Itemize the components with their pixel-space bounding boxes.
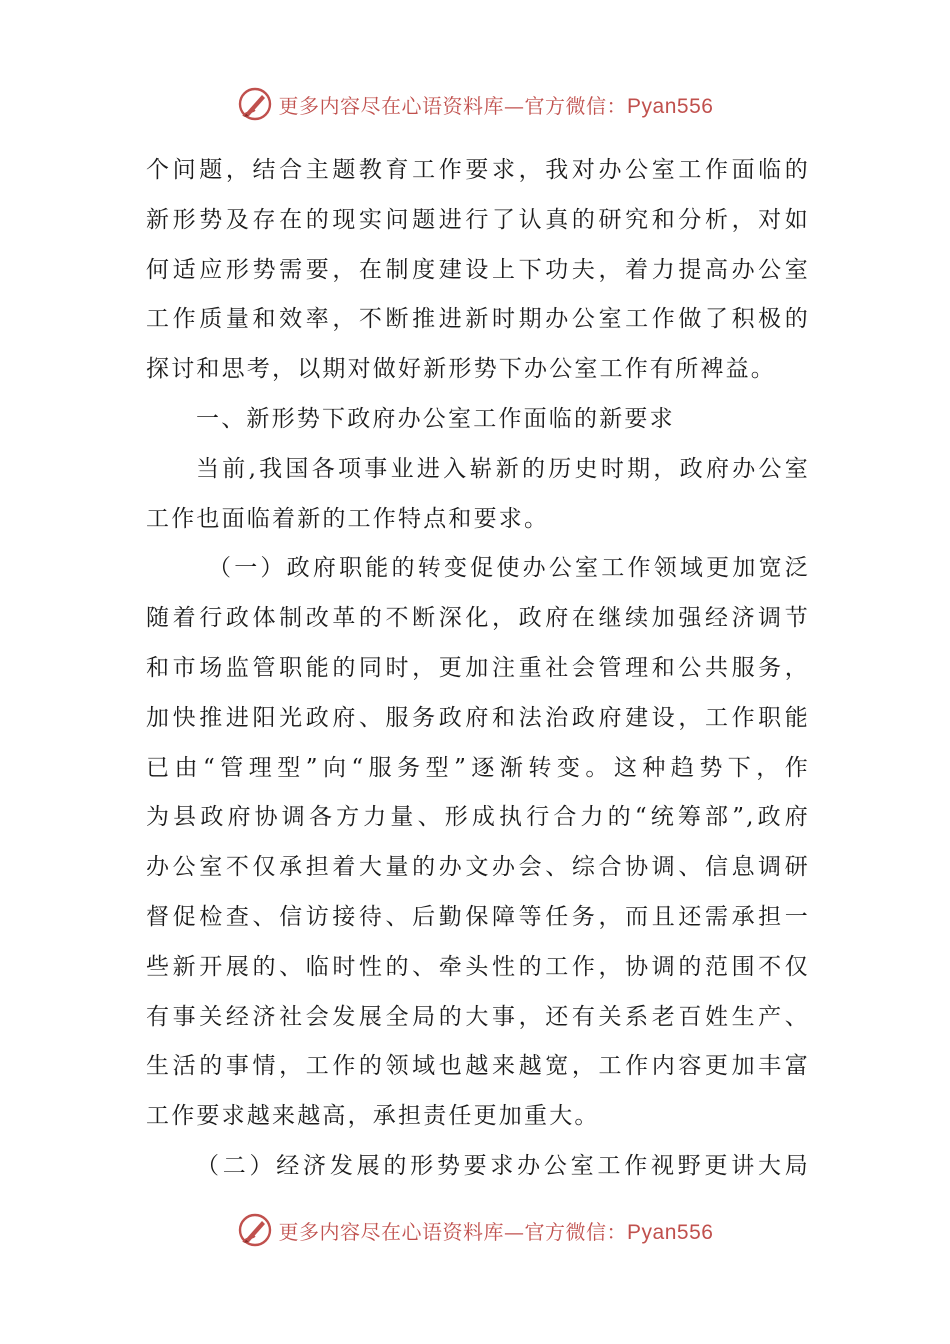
text-line: 督促检查、信访接待、后勤保障等任务，而且还需承担一 bbox=[146, 903, 810, 930]
watermark-text: 更多内容尽在心语资料库—官方微信：Pyan556 bbox=[278, 93, 714, 118]
watermark-text: 更多内容尽在心语资料库—官方微信：Pyan556 bbox=[278, 1219, 714, 1244]
text-line: 新形势及存在的现实问题进行了认真的研究和分析，对如 bbox=[146, 206, 810, 233]
text-line: （一）政府职能的转变促使办公室工作领域更加宽泛 bbox=[208, 555, 810, 582]
text-line: 已由“管理型”向“服务型”逐渐转变。这种趋势下，作 bbox=[146, 754, 810, 781]
pen-logo-icon bbox=[237, 86, 273, 122]
text-line: 生活的事情，工作的领域也越来越宽，工作内容更加丰富 bbox=[146, 1053, 810, 1080]
text-line: 探讨和思考，以期对做好新形势下办公室工作有所裨益。 bbox=[146, 356, 776, 383]
text-line: 随着行政体制改革的不断深化，政府在继续加强经济调节 bbox=[146, 605, 810, 632]
header-watermark bbox=[0, 82, 950, 126]
text-line: 和市场监管职能的同时，更加注重社会管理和公共服务， bbox=[146, 654, 810, 681]
pen-logo-icon bbox=[237, 1212, 273, 1248]
text-line: 个问题，结合主题教育工作要求，我对办公室工作面临的 bbox=[146, 157, 810, 183]
text-line: （二）经济发展的形势要求办公室工作视野更讲大局 bbox=[196, 1152, 810, 1179]
text-line: 工作质量和效率，不断推进新时期办公室工作做了积极的 bbox=[146, 306, 810, 333]
text-line: 工作要求越来越高，承担责任更加重大。 bbox=[146, 1103, 600, 1130]
document-body bbox=[146, 146, 810, 1192]
text-line: 当前,我国各项事业进入崭新的历史时期，政府办公室 bbox=[196, 455, 810, 482]
text-line: 为县政府协调各方力量、形成执行合力的“统筹部”,政府 bbox=[146, 804, 810, 831]
text-line: 一、新形势下政府办公室工作面临的新要求 bbox=[196, 405, 675, 432]
text-line: 何适应形势需要，在制度建设上下功夫，着力提高办公室 bbox=[146, 256, 810, 283]
text-line: 些新开展的、临时性的、牵头性的工作，协调的范围不仅 bbox=[146, 953, 810, 980]
text-line: 加快推进阳光政府、服务政府和法治政府建设，工作职能 bbox=[146, 704, 810, 731]
footer-watermark bbox=[0, 1208, 950, 1252]
text-line: 办公室不仅承担着大量的办文办会、综合协调、信息调研 bbox=[146, 854, 810, 881]
text-line: 有事关经济社会发展全局的大事，还有关系老百姓生产、 bbox=[146, 1003, 810, 1030]
text-line: 工作也面临着新的工作特点和要求。 bbox=[146, 505, 550, 532]
